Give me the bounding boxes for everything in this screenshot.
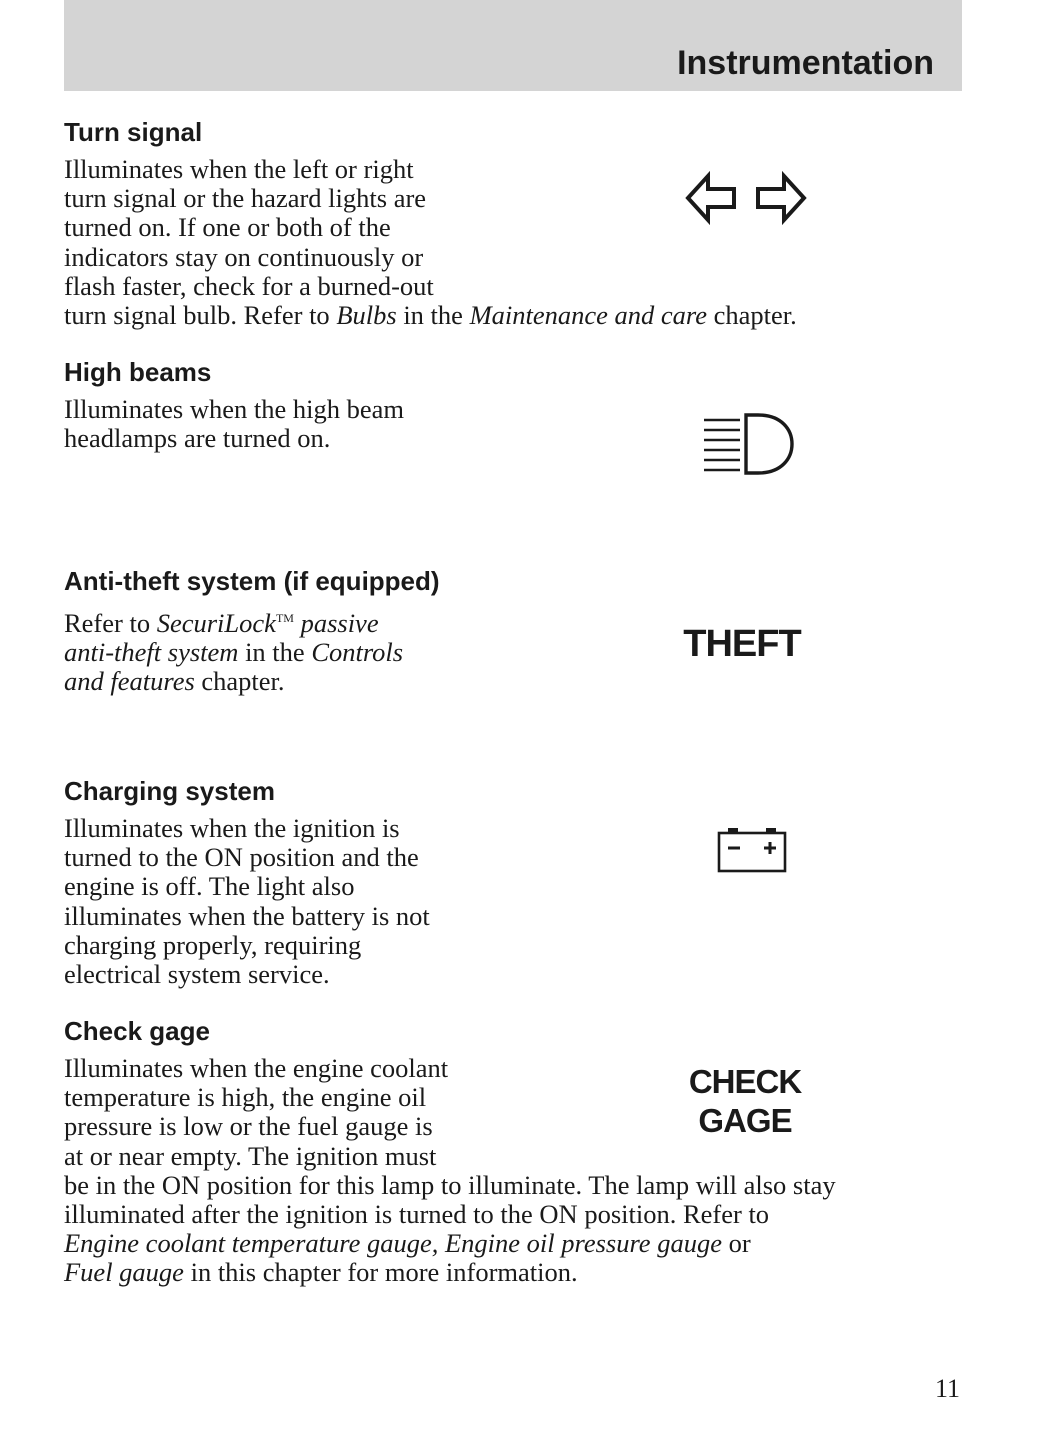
check-gage-symbol-line1: CHECK — [688, 1063, 802, 1100]
body-line: Illuminates when the left or right — [64, 154, 414, 184]
reference-securilock: SecuriLock — [156, 608, 276, 638]
body-line: be in the ON position for this lamp to illuminate. The lamp will also stay — [64, 1169, 836, 1200]
section-check-gage — [64, 1016, 836, 1288]
body-line: electrical system service. — [64, 959, 330, 990]
section-charging-system — [64, 776, 430, 989]
body-line: Illuminates when the high beam — [64, 394, 404, 424]
body-line: anti-theft system in the Controls — [64, 637, 404, 668]
theft-symbol: THEFT — [683, 623, 801, 665]
section-body — [64, 814, 430, 989]
section-heading: Turn signal — [64, 117, 203, 147]
reference-bulbs: Bulbs — [336, 300, 397, 331]
body-line: turned on. If one or both of the — [64, 212, 391, 243]
check-gage-symbol-line2: GAGE — [698, 1102, 792, 1139]
section-heading: Anti-theft system (if equipped) — [64, 566, 440, 596]
body-line: turned to the ON position and the — [64, 842, 419, 873]
section-heading: High beams — [64, 357, 212, 387]
body-line: pressure is low or the fuel gauge is — [64, 1111, 433, 1142]
body-line: Fuel gauge in this chapter for more information. — [64, 1257, 578, 1288]
body-line: Engine coolant temperature gauge, Engine oil pressure gauge or — [64, 1228, 751, 1259]
section-body — [64, 395, 404, 453]
trademark-mark: TM — [275, 611, 294, 625]
reference-controls: Controls — [311, 637, 404, 668]
page-title: Instrumentation — [677, 44, 934, 82]
body-line: headlamps are turned on. — [64, 423, 331, 454]
body-line: at or near empty. The ignition must — [64, 1140, 437, 1171]
section-body — [64, 604, 440, 697]
reference-maintenance: Maintenance and care — [469, 300, 708, 331]
header-bar — [64, 0, 962, 91]
body-line: Illuminates when the engine coolant — [64, 1053, 449, 1083]
body-line: flash faster, check for a burned-out — [64, 270, 434, 301]
section-anti-theft — [64, 566, 440, 697]
body-line: illuminates when the battery is not — [64, 900, 430, 931]
body-line: illuminated after the ignition is turned to the ON position. Refer to — [64, 1199, 770, 1230]
body-line: indicators stay on continuously or — [64, 241, 424, 272]
section-heading: Charging system — [64, 776, 275, 806]
body-line: turn signal or the hazard lights are — [64, 183, 427, 214]
reference-fuel-gauge: Fuel gauge — [64, 1257, 184, 1288]
body-line: engine is off. The light also — [64, 871, 355, 902]
page-number: 11 — [934, 1374, 960, 1403]
body-line: turn signal bulb. Refer to Bulbs in the Maintenance and care chapter. — [64, 300, 797, 331]
battery-icon — [716, 826, 788, 874]
body-line: and features chapter. — [64, 666, 285, 697]
section-high-beams — [64, 357, 404, 453]
body-line: Illuminates when the ignition is — [64, 813, 400, 843]
reference-gauges: Engine coolant temperature gauge, Engine oil pressure gauge — [64, 1228, 722, 1259]
turn-signal-arrows-icon — [684, 170, 810, 226]
body-line: temperature is high, the engine oil — [64, 1082, 427, 1113]
check-gage-symbol — [670, 1062, 820, 1140]
body-line: charging properly, requiring — [64, 929, 362, 960]
high-beam-icon — [700, 412, 796, 476]
body-line: Refer to SecuriLock™ passive — [64, 608, 379, 638]
section-heading: Check gage — [64, 1016, 210, 1046]
